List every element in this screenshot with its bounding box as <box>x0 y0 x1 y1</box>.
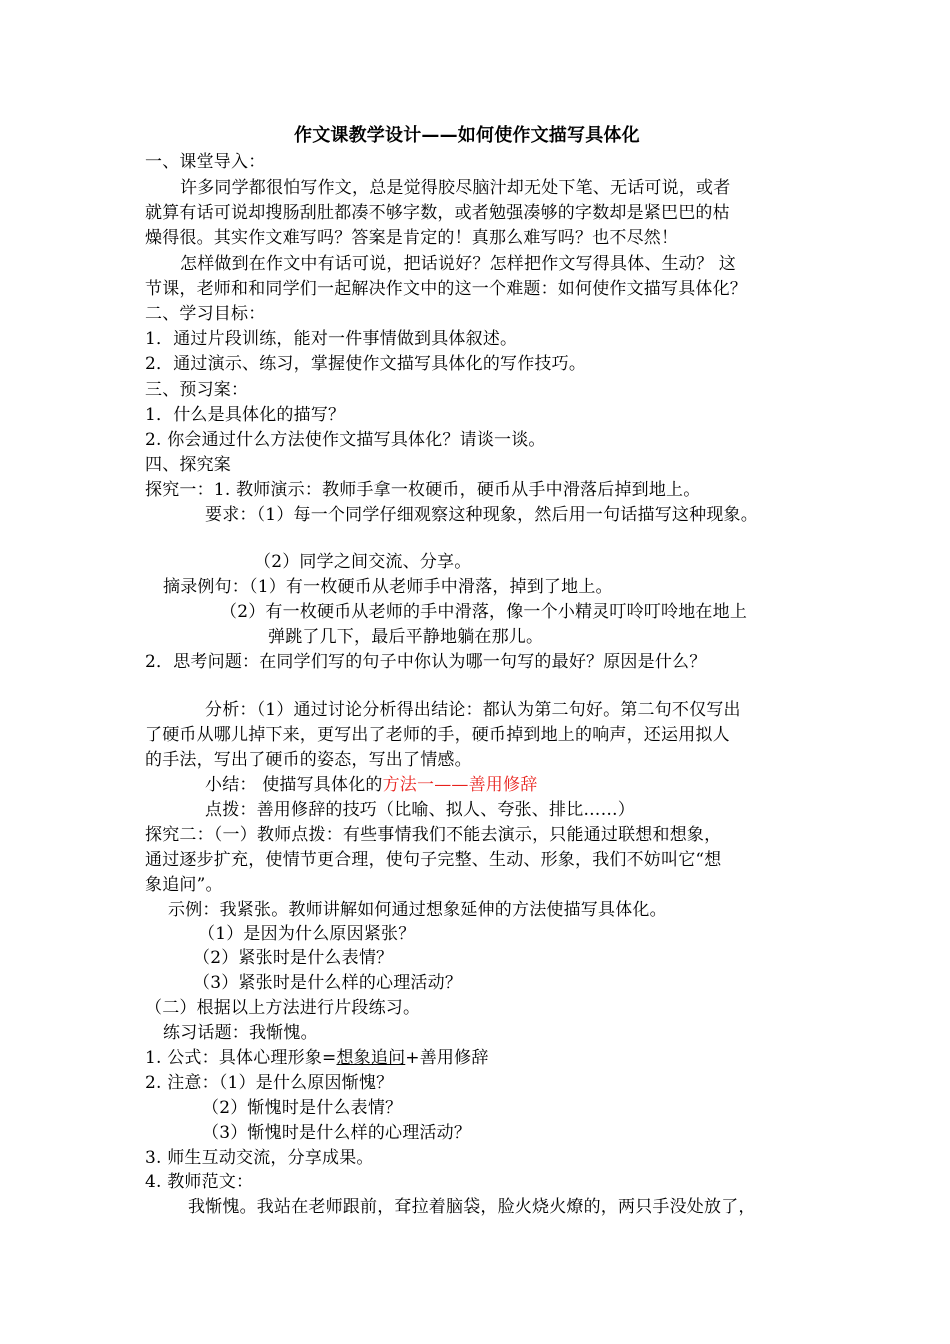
paragraph-line: 许多同学都很怕写作文，总是觉得胶尽脑汁却无处下笔、无话可说，或者 <box>180 178 731 198</box>
paragraph-line: （2）同学之间交流、分享。 <box>254 552 472 572</box>
formula-label: 1. 公式：具体心理形象= <box>145 1048 337 1068</box>
list-item: （1）是因为什么原因紧张？ <box>198 924 416 944</box>
list-item: 2. 你会通过什么方法使作文描写具体化？请谈一谈。 <box>145 430 546 450</box>
list-item: 4. 教师范文： <box>145 1172 254 1192</box>
paragraph-line: 点拨：善用修辞的技巧（比喻、拟人、夸张、排比……） <box>205 800 635 820</box>
paragraph-line: 节课，老师和和同学们一起解决作文中的这一个难题：如何使作文描写具体化？ <box>145 279 747 299</box>
list-item: 2．通过演示、练习，掌握使作文描写具体化的写作技巧。 <box>145 354 587 374</box>
list-item: （2）紧张时是什么表情？ <box>193 948 394 968</box>
paragraph-line: 要求：（1）每一个同学仔细观察这种现象，然后用一句话描写这种现象。 <box>205 505 758 525</box>
paragraph-line: 示例：我紧张。教师讲解如何通过想象延伸的方法使描写具体化。 <box>168 900 667 920</box>
paragraph-line: 摘录例句：（1）有一枚硬币从老师手中滑落，掉到了地上。 <box>163 577 613 597</box>
section-heading-inquiry: 四、探究案 <box>145 455 231 475</box>
list-item: 3. 师生互动交流，分享成果。 <box>145 1148 374 1168</box>
formula-line <box>145 1046 489 1070</box>
paragraph-line: 练习话题：我惭愧。 <box>163 1023 318 1043</box>
paragraph-line: 象追问”。 <box>145 875 223 895</box>
paragraph-line: 探究一：1. 教师演示：教师手拿一枚硬币，硬币从手中滑落后掉到地上。 <box>145 480 701 500</box>
list-item: （3）紧张时是什么样的心理活动？ <box>193 973 463 993</box>
section-heading-intro: 一、课堂导入： <box>145 152 266 172</box>
document-title: 作文课教学设计——如何使作文描写具体化 <box>294 125 640 146</box>
paragraph-line: 的手法，写出了硬币的姿态，写出了情感。 <box>145 750 472 770</box>
paragraph-line: 分析：（1）通过讨论分析得出结论：都认为第二句好。第二句不仅写出 <box>205 700 741 720</box>
paragraph-line: 探究二：（一）教师点拨：有些事情我们不能去演示，只能通过联想和想象， <box>145 825 722 845</box>
method-highlight: 方法一——善用修辞 <box>382 775 538 795</box>
paragraph-line: 通过逐步扩充，使情节更合理，使句子完整、生动、形象，我们不妨叫它“想 <box>145 850 722 870</box>
paragraph-line: 我惭愧。我站在老师跟前，耷拉着脑袋，脸火烧火燎的，两只手没处放了， <box>188 1197 756 1217</box>
list-item: 1．什么是具体化的描写？ <box>145 405 346 425</box>
paragraph-line: 就算有话可说却搜肠刮肚都凑不够字数，或者勉强凑够的字数却是紧巴巴的枯 <box>145 203 730 223</box>
formula-suffix: +善用修辞 <box>405 1048 489 1068</box>
summary-label: 小结： 使描写具体化的 <box>205 775 383 795</box>
paragraph-line: 2．思考问题：在同学们写的句子中你认为哪一句写的最好？原因是什么？ <box>145 652 707 672</box>
paragraph-line: 怎样做到在作文中有话可说，把话说好？怎样把作文写得具体、生动？ 这 <box>180 254 737 274</box>
paragraph-line: （二）根据以上方法进行片段练习。 <box>145 998 421 1018</box>
list-item: （3）惭愧时是什么样的心理活动？ <box>202 1123 472 1143</box>
formula-underlined: 想象追问 <box>336 1048 406 1068</box>
paragraph-line: 弹跳了几下，最后平静地躺在那儿。 <box>268 627 544 647</box>
paragraph-line: 燥得很。其实作文难写吗？答案是肯定的！真那么难写吗？也不尽然！ <box>145 228 679 248</box>
list-item: 1．通过片段训练，能对一件事情做到具体叙述。 <box>145 329 518 349</box>
list-item: 2. 注意：（1）是什么原因惭愧？ <box>145 1073 394 1093</box>
paragraph-line: 了硬币从哪儿掉下来，更写出了老师的手，硬币掉到地上的响声，还运用拟人 <box>145 725 730 745</box>
list-item: （2）惭愧时是什么表情？ <box>202 1098 403 1118</box>
section-heading-goals: 二、学习目标： <box>145 304 266 324</box>
summary-line <box>205 773 537 797</box>
section-heading-preview: 三、预习案： <box>145 380 249 400</box>
paragraph-line: （2）有一枚硬币从老师的手中滑落，像一个小精灵叮呤叮呤地在地上 <box>220 602 748 622</box>
